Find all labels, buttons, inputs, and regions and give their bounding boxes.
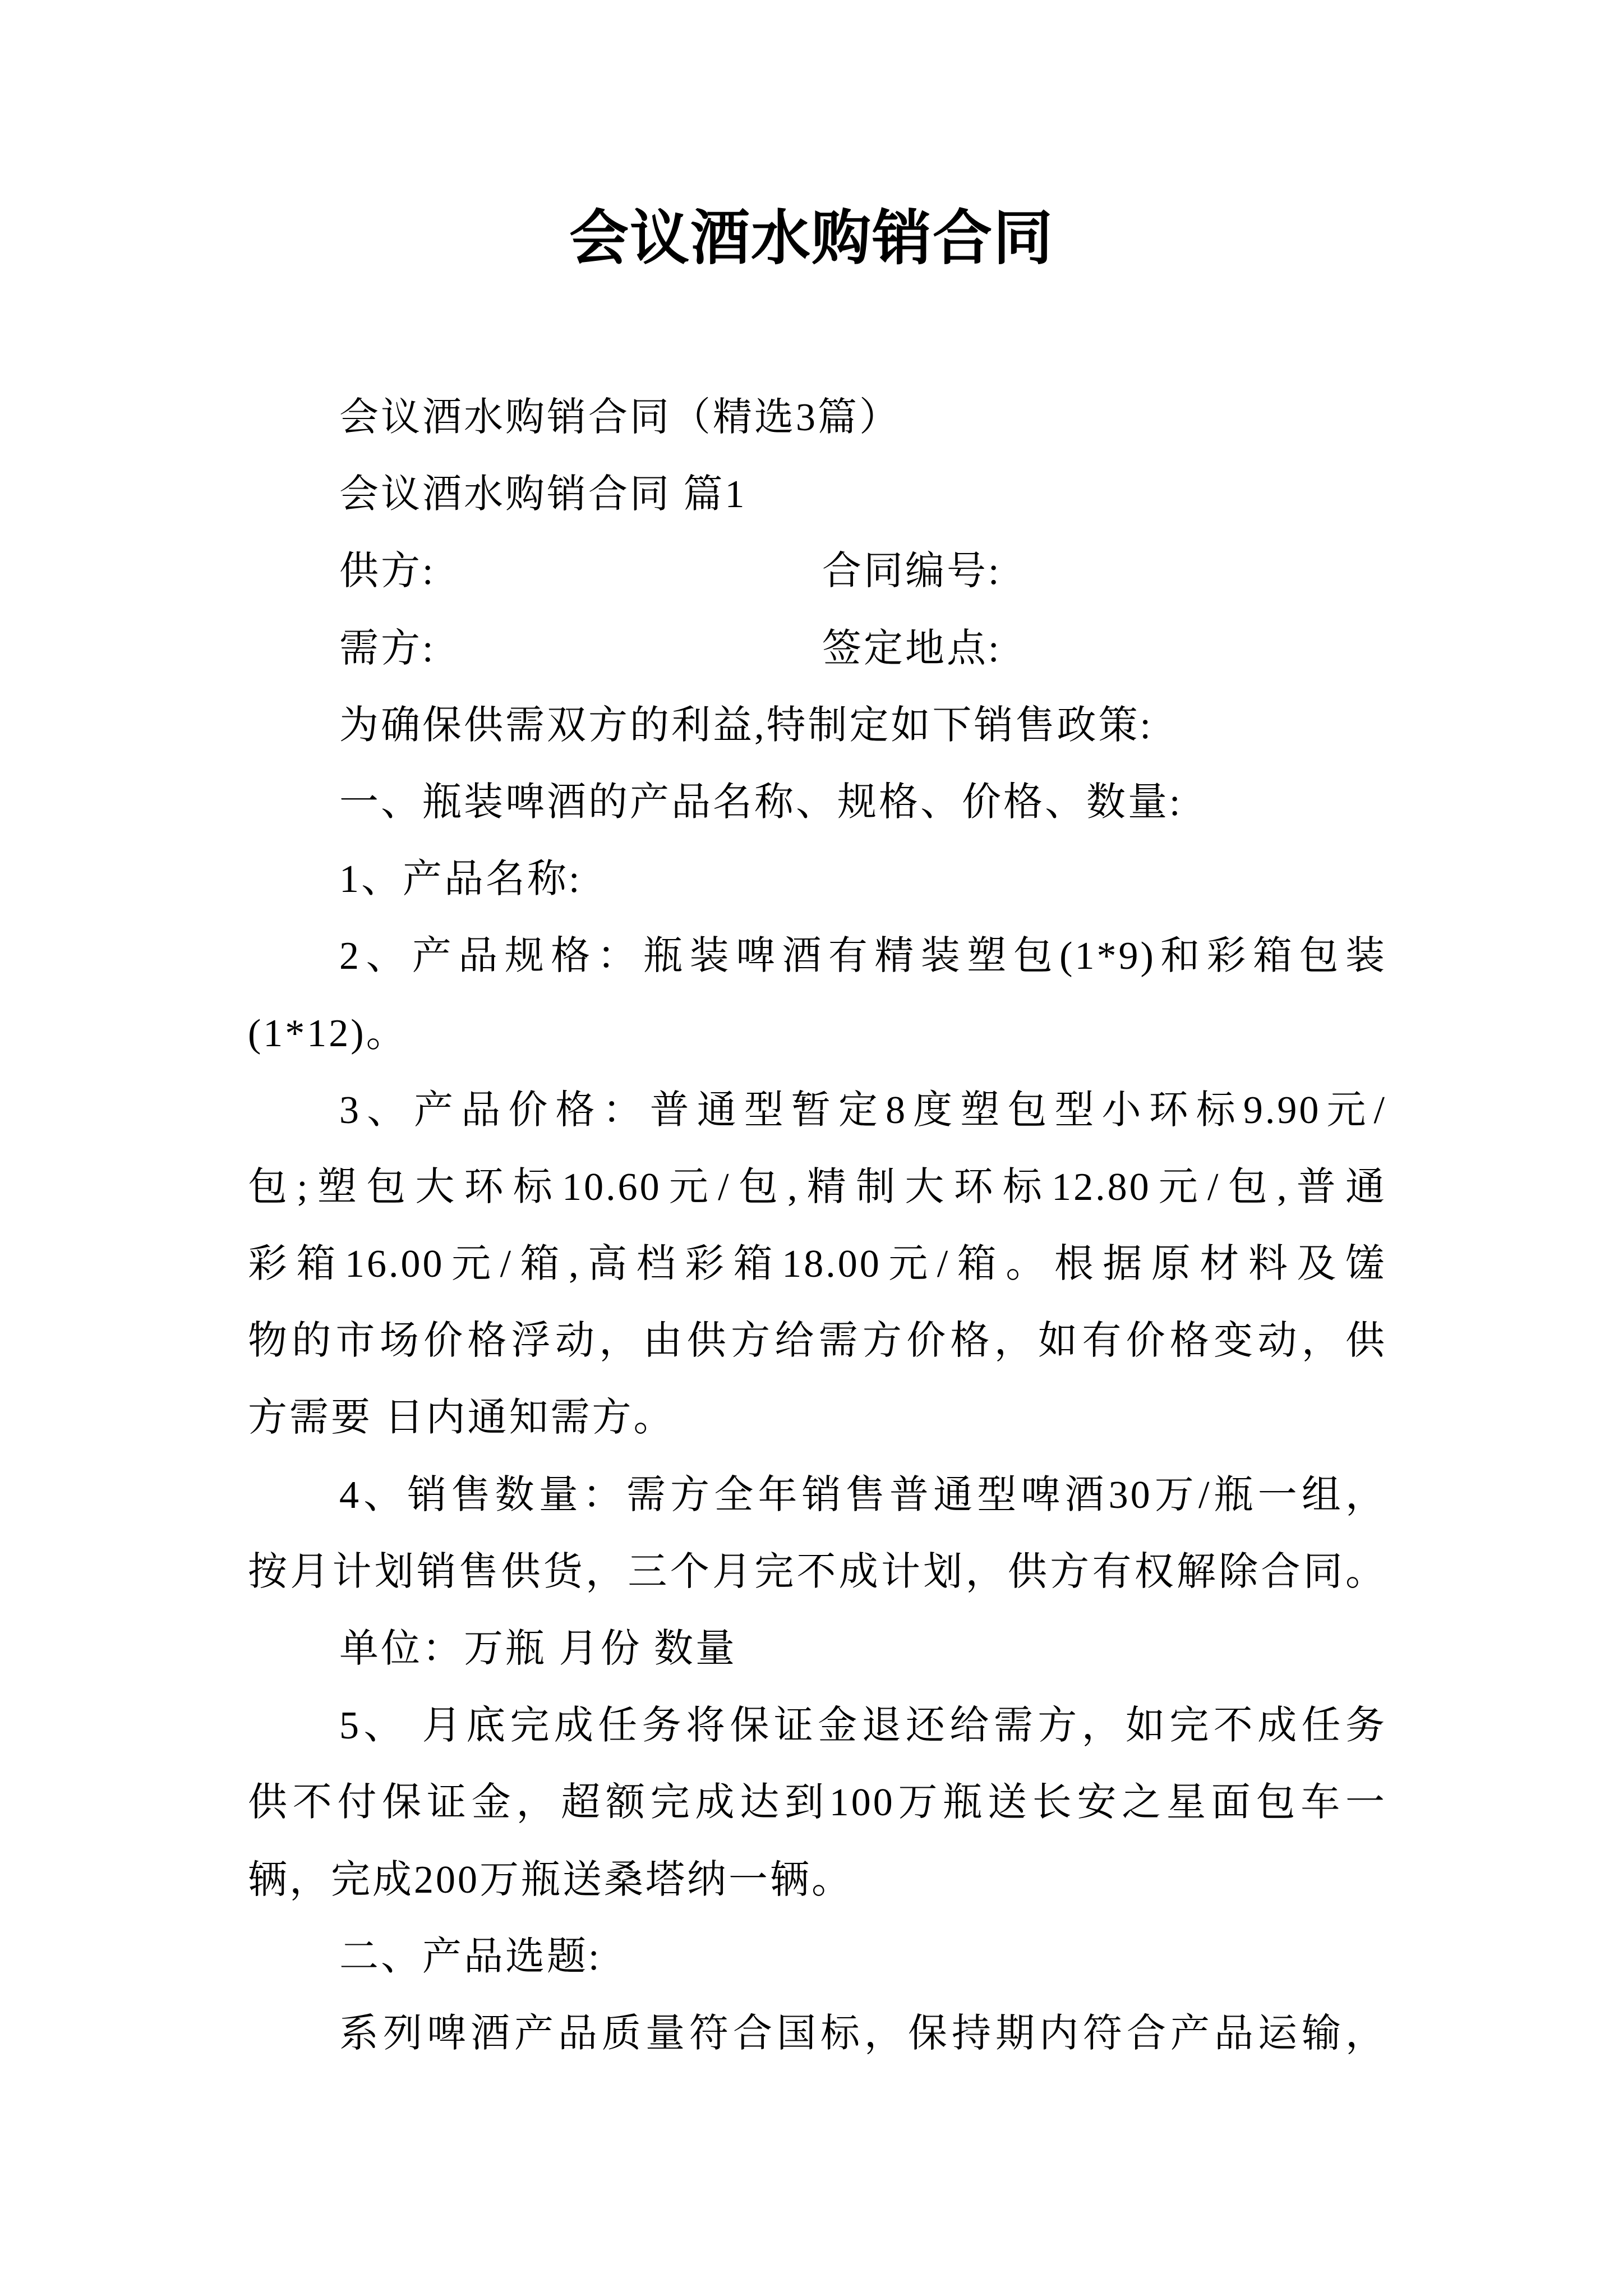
collection-heading: 会议酒水购销合同（精选3篇）	[339, 396, 901, 439]
product-price-line: 物的市场价格浮动，由供方给需方价格，如有价格变动，供	[248, 1319, 1387, 1363]
product-name-item: 1、产品名称:	[339, 858, 582, 901]
document-title: 会议酒水购销合同	[569, 206, 1054, 272]
signing-place-label: 签定地点:	[822, 627, 1002, 670]
product-spec-line: (1*12)。	[248, 1011, 408, 1055]
product-price-line: 3、产品价格：普通型暂定8度塑包型小环标9.90元/	[339, 1088, 1387, 1132]
section-one-heading: 一、瓶装啤酒的产品名称、规格、价格、数量:	[339, 780, 1183, 824]
document-body	[248, 379, 1387, 2072]
intro-line: 为确保供需双方的利益,特制定如下销售政策:	[339, 703, 1153, 747]
sales-quantity-line: 按月计划销售供货，三个月完不成计划，供方有权解除合同。	[248, 1550, 1387, 1594]
unit-line: 单位：万瓶 月份 数量	[339, 1627, 737, 1671]
deposit-clause-line: 辆，完成200万瓶送桑塔纳一辆。	[248, 1858, 853, 1902]
deposit-clause-line: 供不付保证金，超额完成达到100万瓶送长安之星面包车一	[248, 1781, 1387, 1825]
supplier-row	[248, 533, 1387, 610]
product-price-line: 方需要 日内通知需方。	[248, 1396, 675, 1440]
sales-quantity-line: 4、销售数量：需方全年销售普通型啤酒30万/瓶一组，	[339, 1473, 1387, 1517]
product-spec-line: 2、产品规格：瓶装啤酒有精装塑包(1*9)和彩箱包装	[339, 935, 1387, 978]
supplier-label: 供方:	[339, 550, 436, 593]
contract-number-label: 合同编号:	[822, 550, 1002, 593]
product-price-line: 包;塑包大环标10.60元/包,精制大环标12.80元/包,普通	[248, 1165, 1387, 1209]
section-heading: 会议酒水购销合同 篇1	[339, 473, 747, 517]
quality-line: 系列啤酒产品质量符合国标，保持期内符合产品运输，	[339, 2012, 1387, 2055]
buyer-row	[248, 610, 1387, 687]
buyer-label: 需方:	[339, 627, 436, 670]
product-price-line: 彩箱16.00元/箱,高档彩箱18.00元/箱。根据原材料及馐	[248, 1243, 1387, 1286]
section-two-heading: 二、产品选题:	[339, 1935, 602, 1978]
deposit-clause-line: 5、 月底完成任务将保证金退还给需方，如完不成任务	[339, 1704, 1387, 1748]
